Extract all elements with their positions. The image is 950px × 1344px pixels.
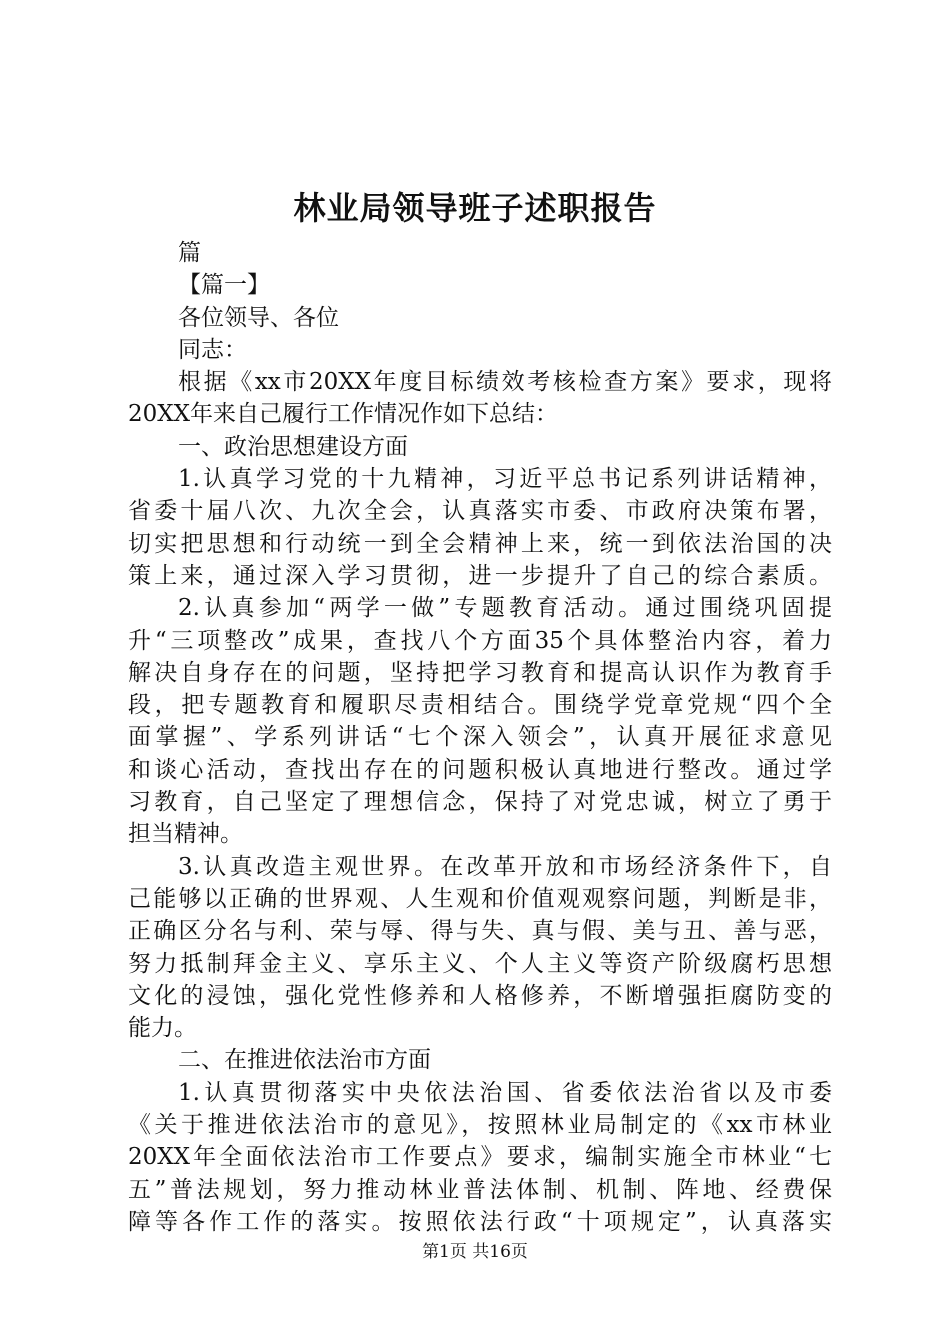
paragraph-line: 解决自身存在的问题，坚持把学习教育和提高认识作为教育手 <box>128 659 832 686</box>
paragraph-line: 和谈心活动，查找出存在的问题积极认真地进行整改。通过学 <box>128 756 832 783</box>
paragraph-line: 1.认真贯彻落实中央依法治国、省委依法治省以及市委 <box>178 1079 832 1106</box>
paragraph-line: 五”普法规划，努力推动林业普法体制、机制、阵地、经费保 <box>128 1176 832 1203</box>
paragraph-line: 各位领导、各位 <box>178 304 339 331</box>
paragraph-line: 努力抵制拜金主义、享乐主义、个人主义等资产阶级腐朽思想 <box>128 950 832 977</box>
paragraph-line: 篇 <box>178 240 201 266</box>
paragraph-line: 段，把专题教育和履职尽责相结合。围绕学党章党规“四个全 <box>128 692 832 719</box>
paragraph-line: 同志： <box>178 336 247 363</box>
document-title: 林业局领导班子述职报告 <box>293 189 657 227</box>
paragraph-line: 20XX年全面依法治市工作要点》要求，编制实施全市林业“七 <box>128 1144 832 1171</box>
paragraph-line: 文化的浸蚀，强化党性修养和人格修养，不断增强拒腐防变的 <box>128 982 832 1009</box>
paragraph-line: 一、政治思想建设方面 <box>178 433 408 460</box>
paragraph-line: 20XX年来自己履行工作情况作如下总结： <box>128 401 559 428</box>
paragraph-line: 升“三项整改”成果，查找八个方面35个具体整治内容，着力 <box>128 627 832 654</box>
paragraph-line: 1.认真学习党的十九精神，习近平总书记系列讲话精神， <box>178 466 832 493</box>
paragraph-line: 障等各作工作的落实。按照依法行政“十项规定”，认真落实 <box>128 1208 832 1235</box>
paragraph-line: 正确区分名与利、荣与辱、得与失、真与假、美与丑、善与恶， <box>128 918 832 945</box>
paragraph-line: 【篇一】 <box>178 272 270 299</box>
paragraph-line: 切实把思想和行动统一到全会精神上来，统一到依法治国的决 <box>128 530 832 557</box>
paragraph-line: 根据《xx市20XX年度目标绩效考核检查方案》要求，现将 <box>178 369 832 396</box>
paragraph-line: 3.认真改造主观世界。在改革开放和市场经济条件下，自 <box>178 853 832 880</box>
paragraph-line: 能力。 <box>128 1015 197 1042</box>
document-body <box>128 237 832 1238</box>
paragraph-line: 习教育，自己坚定了理想信念，保持了对党忠诚，树立了勇于 <box>128 789 832 816</box>
paragraph-line: 策上来，通过深入学习贯彻，进一步提升了自己的综合素质。 <box>128 562 832 589</box>
paragraph-line: 担当精神。 <box>128 821 243 848</box>
paragraph-line: 己能够以正确的世界观、人生观和价值观观察问题，判断是非， <box>128 885 832 912</box>
paragraph-line: 2.认真参加“两学一做”专题教育活动。通过围绕巩固提 <box>178 595 832 622</box>
paragraph-line: 《关于推进依法治市的意见》，按照林业局制定的《xx市林业 <box>128 1112 832 1139</box>
paragraph-line: 面掌握”、学系列讲话“七个深入领会”，认真开展征求意见 <box>128 724 832 751</box>
page-footer: 第1页 共16页 <box>422 1242 528 1262</box>
paragraph-line: 省委十届八次、九次全会，认真落实市委、市政府决策布署， <box>128 498 832 525</box>
paragraph-line: 二、在推进依法治市方面 <box>178 1047 431 1074</box>
